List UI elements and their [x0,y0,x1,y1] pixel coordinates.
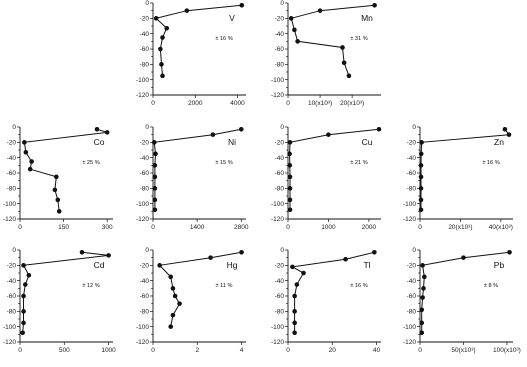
x-tick-label: 20(x10³) [340,100,365,107]
data-point [419,321,424,326]
data-point [419,175,424,180]
y-tick-label: 0 [145,124,149,132]
y-tick-label: 0 [145,247,149,255]
x-tick-label: 100(x10³) [493,347,521,354]
y-tick-label: -60 [406,170,416,178]
y-tick-label: 0 [280,247,284,255]
data-point [420,263,425,268]
element-label: Ni [227,137,237,147]
y-tick-label: -60 [6,170,16,178]
y-tick-label: -40 [406,277,416,285]
y-tick-label: -40 [274,277,284,285]
data-point [420,295,425,300]
data-point [185,8,190,13]
data-point [288,175,293,180]
x-tick-label: 4000 [230,100,245,107]
panel-pb [403,247,521,354]
x-tick-label: 0 [18,347,22,354]
x-tick-label: 40 [372,347,381,354]
element-label: Cd [93,260,105,270]
y-tick-label: -120 [135,216,149,224]
y-tick-label: -100 [402,200,416,208]
y-tick-label: -20 [139,262,149,270]
y-tick-label: -40 [6,154,16,162]
data-point [154,16,159,21]
x-tick-label: 150 [58,224,70,231]
data-point [419,198,424,203]
data-point [288,186,293,191]
data-point [27,273,32,278]
y-tick-label: -60 [139,46,149,54]
data-point [318,8,323,13]
y-tick-label: -20 [274,262,284,270]
element-label: Co [93,137,105,147]
x-tick-label: 0 [151,347,155,354]
y-tick-label: -100 [270,323,284,331]
element-label: Mn [361,13,373,23]
data-point [292,294,297,299]
data-point [347,74,352,79]
data-point [57,209,62,214]
y-tick-label: -120 [2,339,16,347]
y-tick-label: -80 [406,185,416,193]
data-point [22,140,27,145]
y-tick-label: -80 [6,185,16,193]
data-point [290,265,295,270]
data-point [160,74,165,79]
data-point [419,308,424,313]
error-label: ± 16 % [350,283,368,289]
data-point [95,127,100,132]
y-tick-label: -40 [274,154,284,162]
data-point [171,286,176,291]
data-point [372,3,377,8]
x-tick-label: 20(x10³) [448,224,473,231]
error-label: ± 25 % [82,160,100,166]
y-tick-label: -20 [274,15,284,23]
element-label: Cu [361,137,373,147]
data-point [152,140,157,145]
y-tick-label: -20 [406,139,416,147]
data-point [171,313,176,318]
data-point [292,309,297,314]
x-tick-label: 0 [286,224,290,231]
data-point [164,26,169,31]
y-tick-label: -80 [406,308,416,316]
y-tick-label: -100 [135,200,149,208]
data-point [342,61,347,66]
y-tick-label: -120 [270,339,284,347]
error-label: ± 8 % [483,283,499,289]
x-tick-label: 1000 [321,224,336,231]
data-point [377,127,382,132]
data-point [239,127,244,132]
y-tick-label: 0 [412,247,416,255]
y-tick-label: -40 [406,154,416,162]
data-point [157,263,162,268]
y-tick-label: -100 [2,200,16,208]
panel-ni [136,124,249,231]
x-tick-label: 50(x10³) [451,347,476,354]
data-point [106,253,111,258]
element-label: Tl [363,260,371,270]
data-point [461,255,466,260]
data-point [292,331,297,336]
data-point [153,163,158,168]
y-tick-label: -120 [270,92,284,100]
y-tick-label: -60 [139,170,149,178]
y-tick-label: -40 [274,30,284,38]
data-point [419,152,424,157]
x-tick-label: 300 [101,224,113,231]
data-point [55,198,60,203]
data-point [158,47,163,52]
data-point [292,28,297,33]
y-tick-label: -40 [6,277,16,285]
panel-v [136,0,246,107]
y-tick-label: -20 [6,139,16,147]
data-point [295,39,300,44]
data-point [168,275,173,280]
error-label: ± 15 % [215,160,233,166]
data-point [29,159,34,164]
data-point [153,186,158,191]
panel-cu [271,124,381,231]
panel-mn [271,0,381,107]
panel-tl [271,247,381,354]
x-tick-label: 2800 [234,224,249,231]
y-tick-label: -80 [139,61,149,69]
element-label: Hg [226,260,238,270]
data-point [326,132,331,137]
y-tick-label: -60 [274,46,284,54]
y-tick-label: 0 [412,124,416,132]
data-point [208,255,213,260]
x-tick-label: 2000 [361,224,377,231]
data-point [21,294,26,299]
data-point [419,331,424,336]
x-tick-label: 0 [151,100,155,107]
y-tick-label: -100 [270,200,284,208]
x-tick-label: 0 [418,224,422,231]
data-point [159,62,164,67]
data-point [288,140,293,145]
y-tick-label: -60 [274,170,284,178]
data-point [153,198,158,203]
data-point [153,175,158,180]
data-point [54,175,59,180]
data-point [288,198,293,203]
data-point [153,152,158,157]
data-point [419,140,424,145]
y-tick-label: -120 [135,339,149,347]
data-point [24,150,29,155]
y-tick-label: -120 [135,92,149,100]
y-tick-label: -80 [139,185,149,193]
y-tick-label: -80 [274,185,284,193]
data-point [419,208,424,213]
y-tick-label: -60 [274,293,284,301]
x-tick-label: 0 [18,224,22,231]
y-tick-label: -80 [6,308,16,316]
data-point [419,163,424,168]
data-point [21,263,26,268]
data-point [507,132,512,137]
y-tick-label: -40 [139,154,149,162]
element-label: Zn [494,137,504,147]
data-point [211,132,216,137]
y-tick-label: -120 [270,216,284,224]
data-point [80,250,85,255]
data-point [160,35,165,40]
data-point [53,188,58,193]
x-tick-label: 0 [286,347,290,354]
y-tick-label: -100 [270,76,284,84]
element-label: Pb [493,260,505,270]
y-tick-label: 0 [12,124,16,132]
y-tick-label: -40 [139,30,149,38]
data-point [419,186,424,191]
y-tick-label: -100 [402,323,416,331]
data-point [153,208,158,213]
data-point [372,250,377,255]
x-tick-label: 2000 [188,100,203,107]
y-tick-label: -20 [139,139,149,147]
data-point [288,163,293,168]
panel-cd [3,247,116,354]
y-tick-label: -20 [406,262,416,270]
series-line [292,252,374,332]
y-tick-label: -60 [406,293,416,301]
data-point [173,294,178,299]
data-point [21,309,26,314]
data-point [421,286,426,291]
error-label: ± 16 % [482,160,500,166]
y-tick-label: -120 [402,216,416,224]
error-label: ± 21 % [350,160,368,166]
x-tick-label: 0 [151,224,155,231]
x-tick-label: 1400 [189,224,205,231]
panel-co [3,124,113,231]
data-point [177,301,182,306]
error-label: ± 16 % [215,36,233,42]
y-tick-label: -100 [135,323,149,331]
data-point [20,331,25,336]
x-tick-label: 2 [195,347,200,354]
x-tick-label: 4 [239,347,244,354]
data-point [507,250,512,255]
x-tick-label: 500 [58,347,70,354]
x-tick-label: 1000 [101,347,116,354]
y-tick-label: -40 [139,277,149,285]
x-tick-label: 10(x10³) [307,100,333,107]
data-point [239,250,244,255]
data-point [422,275,427,280]
error-label: ± 12 % [82,283,100,289]
y-tick-label: -100 [135,76,149,84]
panel-zn [403,124,513,231]
data-point [289,16,294,21]
data-point [292,321,297,326]
data-point [288,208,293,213]
data-point [23,282,28,287]
y-tick-label: 0 [145,0,149,8]
data-point [28,167,33,172]
y-tick-label: -60 [6,293,16,301]
y-tick-label: -60 [139,293,149,301]
y-tick-label: -120 [402,339,416,347]
x-tick-label: 0 [418,347,422,354]
data-point [340,45,345,50]
data-point [287,152,292,157]
data-point [343,257,348,262]
y-tick-label: -100 [2,323,16,331]
data-point [301,271,306,276]
data-point [503,127,508,132]
y-tick-label: -80 [274,61,284,69]
y-tick-label: 0 [280,0,284,8]
y-tick-label: 0 [12,247,16,255]
panel-hg [136,247,246,354]
x-tick-label: 20 [328,347,336,354]
y-tick-label: -80 [274,308,284,316]
y-tick-label: -20 [6,262,16,270]
data-point [21,321,26,326]
data-point [239,3,244,8]
x-tick-label: 40(x10³) [488,224,513,231]
y-tick-label: -120 [2,216,16,224]
x-tick-label: 0 [286,100,290,107]
data-point [105,130,110,135]
y-tick-label: 0 [280,124,284,132]
y-tick-label: -20 [274,139,284,147]
y-tick-label: -20 [139,15,149,23]
element-label: V [229,13,235,23]
data-point [295,282,300,287]
y-tick-label: -80 [139,308,149,316]
data-point [168,324,173,329]
error-label: ± 31 % [350,36,368,42]
error-label: ± 11 % [215,283,233,289]
